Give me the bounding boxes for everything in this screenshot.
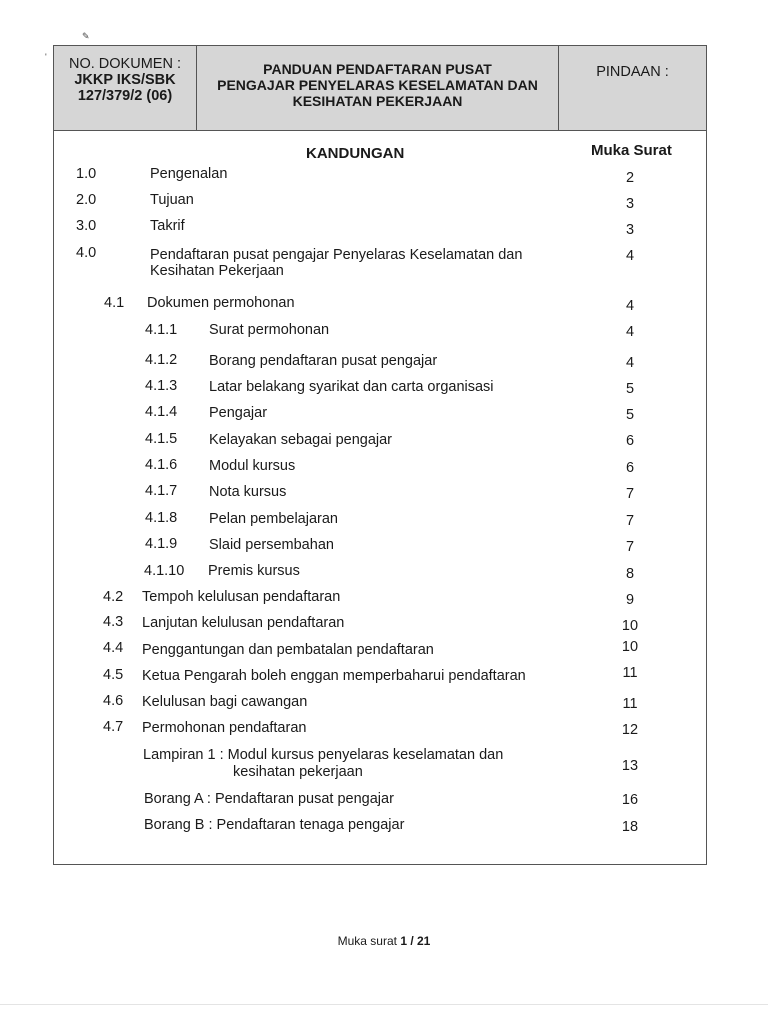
toc-entry-number: 4.2 (103, 589, 124, 605)
toc-entry-number: 4.1.10 (144, 563, 185, 579)
toc-entry-text: Nota kursus (209, 484, 287, 500)
toc-entry-number: 4.1.7 (145, 483, 178, 499)
amendment-label: PINDAAN : (596, 64, 669, 80)
toc-entry-text: Kelulusan bagi cawangan (142, 694, 308, 710)
toc-entry-page: 3 (625, 196, 635, 212)
scan-mark: ✎ (82, 31, 90, 41)
toc-form-text: Borang A : Pendaftaran pusat pengajar (144, 791, 394, 807)
toc-heading: KANDUNGAN (306, 145, 405, 162)
toc-entry-page: 10 (621, 618, 639, 634)
toc-appendix-text: Lampiran 1 : Modul kursus penyelaras keselamatan dan (143, 747, 504, 763)
toc-entry-text: Takrif (150, 218, 185, 234)
toc-entry-page: 13 (621, 758, 639, 774)
toc-entry-page: 4 (625, 355, 635, 371)
toc-entry-text: Lanjutan kelulusan pendaftaran (142, 615, 345, 631)
footer-prefix: Muka surat (337, 934, 401, 948)
toc-entry-text: Tujuan (150, 192, 194, 208)
page-edge (0, 1004, 768, 1005)
page-column-heading: Muka Surat (591, 142, 672, 159)
toc-entry-page: 6 (625, 433, 635, 449)
toc-entry-number: 4.1.1 (145, 322, 178, 338)
toc-entry-page: 3 (625, 222, 635, 238)
doc-title-line: PENGAJAR PENYELARAS KESELAMATAN DAN (217, 77, 538, 93)
toc-entry-number: 4.7 (103, 719, 124, 735)
toc-entry-page: 7 (625, 539, 635, 555)
toc-entry-page: 4 (625, 248, 635, 264)
toc-entry-text: Borang pendaftaran pusat pengajar (209, 353, 438, 369)
toc-entry-page: 16 (621, 792, 639, 808)
page-footer (0, 934, 768, 948)
doc-title-cell (197, 46, 559, 130)
toc-entry-text: Ketua Pengarah boleh enggan memperbaharui pendaftaran (142, 668, 526, 684)
toc-entry-number: 4.1.9 (145, 536, 178, 552)
toc-entry-number: 4.1.3 (145, 378, 178, 394)
doc-number-line: 127/379/2 (06) (77, 88, 173, 104)
toc-entry-page: 6 (625, 460, 635, 476)
toc-entry-page: 2 (625, 170, 635, 186)
toc-entry-page: 12 (621, 722, 639, 738)
doc-title-line: KESIHATAN PEKERJAAN (292, 93, 463, 109)
toc-entry-text: Pengenalan (150, 166, 228, 182)
toc-entry-number: 2.0 (76, 192, 97, 208)
toc-entry-page: 8 (625, 566, 635, 582)
toc-entry-number: 4.1 (104, 295, 125, 311)
toc-entry-page: 10 (621, 639, 639, 655)
amendment-cell (559, 46, 706, 130)
toc-entry-page: 5 (625, 407, 635, 423)
toc-entry-number: 4.1.4 (145, 404, 178, 420)
footer-page-number: 1 / 21 (400, 934, 431, 948)
toc-form-text: Borang B : Pendaftaran tenaga pengajar (144, 817, 405, 833)
toc-entry-text: Dokumen permohonan (147, 295, 295, 311)
toc-entry-text: Pelan pembelajaran (209, 511, 338, 527)
toc-entry-text: Latar belakang syarikat dan carta organisasi (209, 379, 494, 395)
toc-entry-text: Modul kursus (209, 458, 296, 474)
toc-entry-number: 4.1.2 (145, 352, 178, 368)
toc-entry-number: 4.3 (103, 614, 124, 630)
toc-entry-page: 7 (625, 513, 635, 529)
toc-entry-number: 1.0 (76, 166, 97, 182)
toc-entry-page: 5 (625, 381, 635, 397)
toc-entry-page: 11 (622, 665, 638, 681)
doc-title-line: PANDUAN PENDAFTARAN PUSAT (263, 61, 492, 77)
toc-entry-page: 9 (625, 592, 635, 608)
toc-entry-number: 4.0 (76, 245, 97, 261)
toc-entry-number: 4.1.8 (145, 510, 178, 526)
toc-entry-text-continued: Kesihatan Pekerjaan (150, 263, 284, 279)
toc-entry-text: Permohonan pendaftaran (142, 720, 307, 736)
toc-entry-text: Pendaftaran pusat pengajar Penyelaras Keselamatan dan (150, 247, 523, 263)
toc-entry-number: 4.6 (103, 693, 124, 709)
toc-entry-number: 4.5 (103, 667, 124, 683)
toc-entry-page: 18 (621, 819, 639, 835)
toc-entry-text: Kelayakan sebagai pengajar (209, 432, 392, 448)
toc-appendix-text-continued: kesihatan pekerjaan (233, 764, 363, 780)
toc-entry-text: Slaid persembahan (209, 537, 334, 553)
toc-entry-page: 4 (625, 324, 635, 340)
toc-entry-text: Pengajar (209, 405, 268, 421)
toc-entry-text: Surat permohonan (209, 322, 330, 338)
toc-entry-page: 7 (625, 486, 635, 502)
toc-entry-page: 11 (622, 696, 638, 712)
scan-mark: ' (45, 52, 47, 62)
toc-entry-number: 4.1.6 (145, 457, 178, 473)
doc-number-label: NO. DOKUMEN : (69, 56, 181, 72)
toc-entry-text: Tempoh kelulusan pendaftaran (142, 589, 341, 605)
document-header (54, 46, 706, 131)
toc-entry-number: 4.1.5 (145, 431, 178, 447)
toc-entry-number: 4.4 (103, 640, 124, 656)
toc-entry-text: Premis kursus (208, 563, 300, 579)
toc-entry-number: 3.0 (76, 218, 97, 234)
toc-entry-text: Penggantungan dan pembatalan pendaftaran (142, 642, 434, 658)
toc-entry-page: 4 (625, 298, 635, 314)
doc-number-line: JKKP IKS/SBK (74, 72, 176, 88)
doc-number-cell (54, 46, 197, 130)
